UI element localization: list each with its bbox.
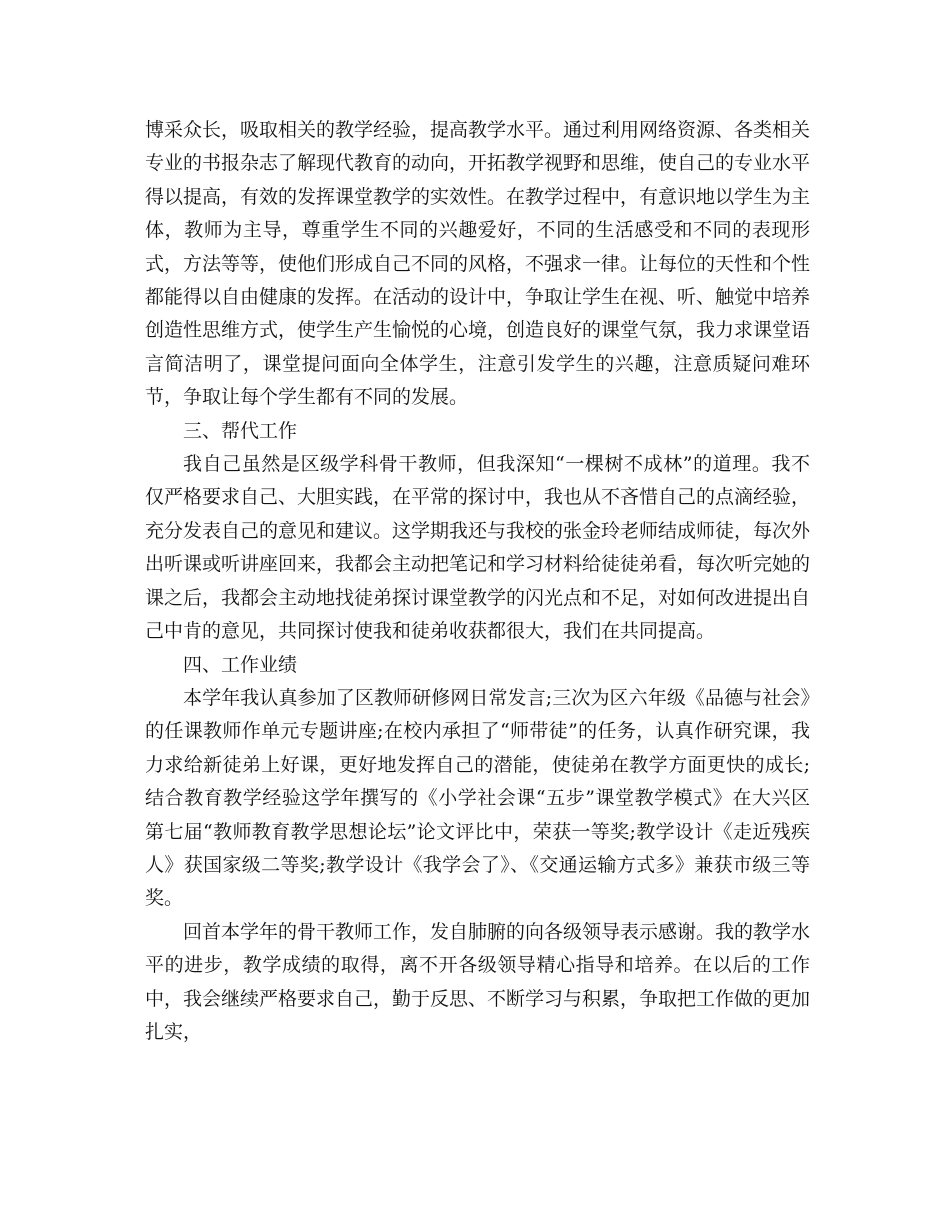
body-paragraph: 我自己虽然是区级学科骨干教师，但我深知“一棵树不成林”的道理。我不仅严格要求自己、大胆实践，在平常的探讨中，我也从不吝惜自己的点滴经验，充分发表自己的意见和建议。这学期我还与我校的张金玲老师结成师徒，每次外出听课或听讲座回来，我都会主动把笔记和学习材料给徒徒弟看，每次听完她的课之后，我都会主动地找徒弟探讨课堂教学的闪光点和不足，对如何改进提出自己中肯的意见，共同探讨使我和徒弟收获都很大，我们在共同提高。: [145, 453, 811, 643]
section-heading: 三、帮代工作: [183, 419, 298, 442]
body-paragraph: 回首本学年的骨干教师工作，发自肺腑的向各级领导表示感谢。我的教学水平的进步，教学成绩的取得，离不开各级领导精心指导和培养。在以后的工作中，我会继续严格要求自己，勤于反思、不断学习与积累，争取把工作做的更加扎实，: [145, 920, 811, 1043]
document-body: [145, 114, 810, 1049]
body-paragraph: 本学年我认真参加了区教师研修网日常发言;三次为区六年级《品德与社会》的任课教师作单元专题讲座;在校内承担了“师带徒”的任务，认真作研究课，我力求给新徒弟上好课，更好地发挥自己的潜能，使徒弟在教学方面更快的成长;结合教育教学经验这学年撰写的《小学社会课“五步”课堂教学模式》在大兴区第七届“教师教育教学思想论坛”论文评比中，荣获一等奖;教学设计《走近残疾人》获国家级二等奖;教学设计《我学会了》、《交通运输方式多》兼获市级三等奖。: [145, 686, 810, 910]
body-paragraph: 博采众长，吸取相关的教学经验，提高教学水平。通过利用网络资源、各类相关专业的书报杂志了解现代教育的动向，开拓教学视野和思维，使自己的专业水平得以提高，有效的发挥课堂教学的实效性。在教学过程中，有意识地以学生为主体，教师为主导，尊重学生不同的兴趣爱好，不同的生活感受和不同的表现形式，方法等等，使他们形成自己不同的风格，不强求一律。让每位的天性和个性都能得以自由健康的发挥。在活动的设计中，争取让学生在视、听、触觉中培养创造性思维方式，使学生产生愉悦的心境，创造良好的课堂气氛，我力求课堂语言简洁明了，课堂提问面向全体学生，注意引发学生的兴趣，注意质疑问难环节，争取让每个学生都有不同的发展。: [145, 119, 811, 409]
section-heading: 四、工作业绩: [183, 653, 298, 676]
